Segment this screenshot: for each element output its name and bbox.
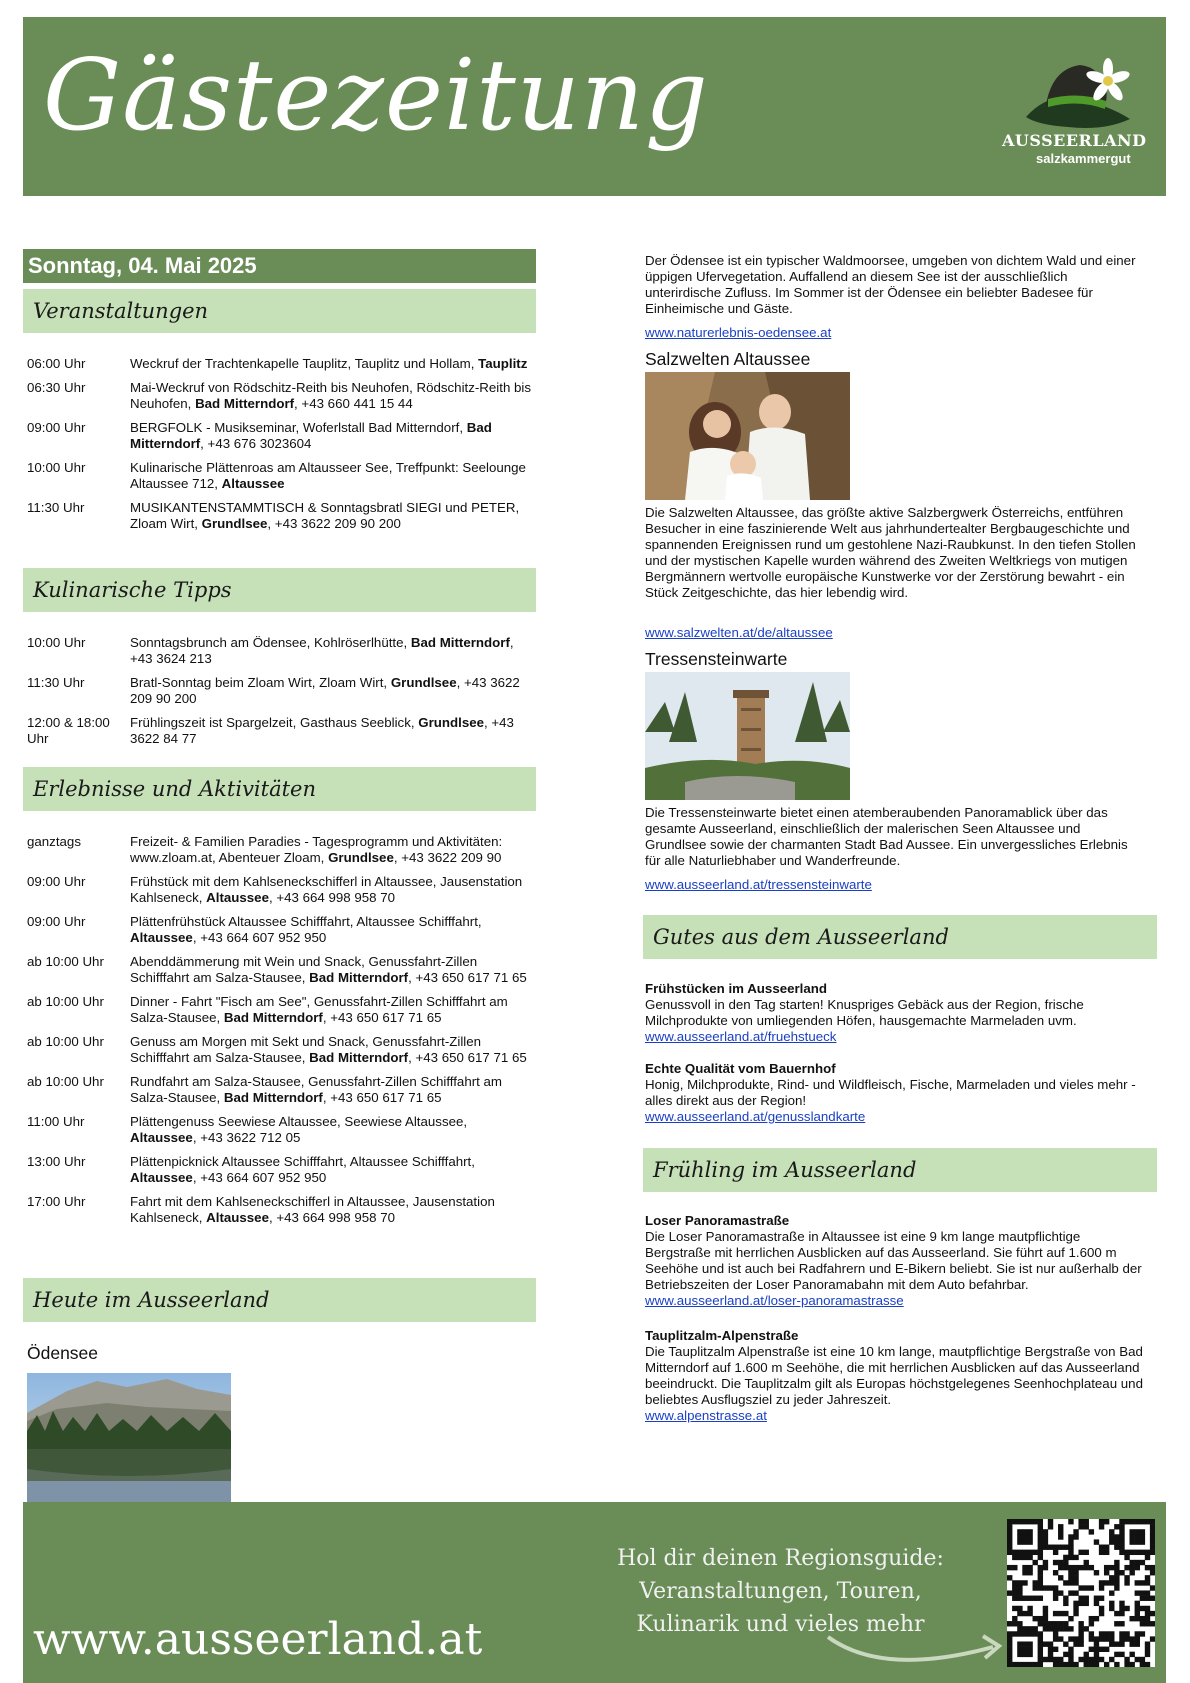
event-description: Plättenpicknick Altaussee Schifffahrt, Altaussee Schifffahrt, Altaussee, +43 664 607 952 950: [130, 1154, 475, 1185]
event-description: Plättengenuss Seewiese Altaussee, Seewiese Altaussee, Altaussee, +43 3622 712 05: [130, 1114, 468, 1145]
fruehling-title: Loser Panoramastraße: [645, 1213, 790, 1228]
event-description: Freizeit- & Familien Paradies - Tagesprogramm und Aktivitäten: www.zloam.at, Abenteuer Zloam, Grundlsee, +43 3622 209 90: [130, 834, 503, 865]
logo-name: AUSSEERLAND: [1002, 131, 1147, 150]
event-place: Altaussee: [130, 1170, 193, 1185]
event-place: Altaussee: [206, 1210, 269, 1225]
gutes-block-1: [645, 1061, 1145, 1125]
footer-url[interactable]: www.ausseerland.at: [33, 1614, 483, 1665]
arrow-icon: [823, 1622, 1013, 1672]
event-place: Altaussee: [130, 930, 193, 945]
event-place: Bad Mitterndorf: [309, 970, 409, 985]
event-time: 06:00 Uhr: [27, 356, 86, 371]
event-time: ab 10:00 Uhr: [27, 994, 104, 1009]
gutes-title: Frühstücken im Ausseerland: [645, 981, 828, 996]
event-description: Frühstück mit dem Kahlseneckschifferl in Altaussee, Jausenstation Kahlseneck, Altaussee, +43 664 998 958 70: [130, 874, 523, 905]
event-description: Weckruf der Trachtenkapelle Tauplitz, Tauplitz und Hollam, Tauplitz: [130, 356, 528, 371]
salzwelten-photo: [645, 372, 850, 500]
event-time: 11:30 Uhr: [27, 675, 85, 690]
section-heute: Heute im Ausseerland: [23, 1278, 536, 1322]
footer-banner: [23, 1502, 1166, 1683]
fruehling-block-0: [645, 1213, 1145, 1309]
event-time: 12:00 & 18:00 Uhr: [27, 715, 110, 746]
tressen-photo: [645, 672, 850, 800]
gutes-title: Echte Qualität vom Bauernhof: [645, 1061, 836, 1076]
salzwelten-text: Die Salzwelten Altaussee, das größte aktive Salzbergwerk Österreichs, entführen Besucher in eine faszinierende Welt aus jahrhundertealter Bergbaugeschichte und spannenden Ereignissen rund um gestohlene Nazi-Raubkunst. In den tiefen Stollen und der mystischen Kapelle wurden während des Zweiten Weltkriegs von mutigen Bergmännern wertvolle europäische Kunstwerke vor der Zerstörung bewahrt - ein Stück Zeitgeschichte, das hier lebendig wird.: [645, 505, 1136, 600]
event-row: [27, 954, 537, 986]
event-row: [27, 500, 537, 532]
event-time: 09:00 Uhr: [27, 914, 86, 929]
event-place: Grundlsee: [418, 715, 484, 730]
event-description: Sonntagsbrunch am Ödensee, Kohlröserlhütte, Bad Mitterndorf, +43 3624 213: [130, 635, 514, 666]
page-title: Gästezeitung: [43, 39, 709, 153]
odensee-photo: [27, 1373, 231, 1502]
event-description: Dinner - Fahrt "Fisch am See", Genussfahrt-Zillen Schifffahrt am Salza-Stausee, Bad Mitterndorf, +43 650 617 71 65: [130, 994, 508, 1025]
logo-subtitle: salzkammergut: [1036, 151, 1131, 166]
event-row: [27, 635, 537, 667]
event-description: Fahrt mit dem Kahlseneckschifferl in Altaussee, Jausenstation Kahlseneck, Altaussee, +43 664 998 958 70: [130, 1194, 495, 1225]
event-row: [27, 380, 537, 412]
event-row: [27, 1114, 537, 1146]
tressen-title: Tressensteinwarte: [645, 649, 788, 669]
event-place: Bad Mitterndorf: [223, 1010, 323, 1025]
event-row: [27, 834, 537, 866]
event-place: Grundlsee: [201, 516, 268, 531]
odensee-text: Der Ödensee ist ein typischer Waldmoorsee, umgeben von dichtem Wald und einer üppigen Ufervegetation. Auffallend an diesem See ist der ausschließlich unterirdische Zufluss. Im Sommer ist der Ödensee ein beliebter Badesee für Einheimische und Gäste.: [645, 253, 1136, 316]
section-fruehling: Frühling im Ausseerland: [643, 1148, 1157, 1192]
ausseerland-logo: [1002, 47, 1147, 187]
gutes-link[interactable]: www.ausseerland.at/genusslandkarte: [645, 1109, 866, 1124]
event-place: Grundlsee: [390, 675, 457, 690]
fruehling-title: Tauplitzalm-Alpenstraße: [645, 1328, 799, 1343]
event-row: [27, 420, 537, 452]
section-veranstaltungen: Veranstaltungen: [23, 289, 536, 333]
event-place: Altaussee: [221, 476, 285, 491]
tressen-link[interactable]: www.ausseerland.at/tressensteinwarte: [645, 877, 872, 892]
event-place: Bad Mitterndorf: [223, 1090, 323, 1105]
event-place: Tauplitz: [478, 356, 528, 371]
gutes-block-0: [645, 981, 1145, 1045]
salzwelten-title: Salzwelten Altaussee: [645, 349, 811, 369]
fruehling-link[interactable]: www.alpenstrasse.at: [645, 1408, 767, 1423]
guide-line: Veranstaltungen, Touren,: [639, 1579, 922, 1604]
event-description: Frühlingszeit ist Spargelzeit, Gasthaus Seeblick, Grundlsee, +43 3622 84 77: [130, 715, 514, 746]
event-time: 10:00 Uhr: [27, 460, 86, 475]
event-description: BERGFOLK - Musikseminar, Woferlstall Bad Mitterndorf, Bad Mitterndorf, +43 676 3023604: [130, 420, 492, 451]
event-row: [27, 874, 537, 906]
event-time: ab 10:00 Uhr: [27, 1034, 104, 1049]
event-time: ganztags: [27, 834, 81, 849]
event-description: MUSIKANTENSTAMMTISCH & Sonntagsbratl SIEGI und PETER, Zloam Wirt, Grundlsee, +43 3622 209 90 200: [130, 500, 520, 531]
guide-line: Kulinarik und vieles mehr: [636, 1612, 925, 1637]
event-time: 09:00 Uhr: [27, 874, 86, 889]
gutes-text: Honig, Milchprodukte, Rind- und Wildfleisch, Fische, Marmeladen und vieles mehr - alles direkt aus der Region!: [645, 1077, 1136, 1108]
guide-line: Hol dir deinen Regionsguide:: [617, 1546, 944, 1571]
culinary-list: [27, 635, 537, 755]
event-row: [27, 356, 537, 372]
header-banner: [23, 17, 1166, 196]
event-description: Kulinarische Plättenroas am Altausseer See, Treffpunkt: Seelounge Altaussee 712, Altaussee: [130, 460, 526, 491]
event-place: Grundlsee: [328, 850, 394, 865]
event-time: 10:00 Uhr: [27, 635, 86, 650]
event-description: Genuss am Morgen mit Sekt und Snack, Genussfahrt-Zillen Schifffahrt am Salza-Stausee, Bad Mitterndorf, +43 650 617 71 65: [130, 1034, 527, 1065]
event-description: Abenddämmerung mit Wein und Snack, Genussfahrt-Zillen Schifffahrt am Salza-Stausee, Bad Mitterndorf, +43 650 617 71 65: [130, 954, 527, 985]
event-time: ab 10:00 Uhr: [27, 1074, 104, 1089]
event-row: [27, 1154, 537, 1186]
event-row: [27, 715, 537, 747]
event-time: ab 10:00 Uhr: [27, 954, 104, 969]
section-erlebnisse: Erlebnisse und Aktivitäten: [23, 767, 536, 811]
event-time: 09:00 Uhr: [27, 420, 86, 435]
event-time: 13:00 Uhr: [27, 1154, 86, 1169]
event-row: [27, 994, 537, 1026]
event-place: Bad Mitterndorf: [410, 635, 510, 650]
event-row: [27, 460, 537, 492]
qr-code[interactable]: [1007, 1519, 1155, 1667]
hat-icon: [1008, 47, 1138, 137]
event-row: [27, 675, 537, 707]
event-description: Mai-Weckruf von Rödschitz-Reith bis Neuhofen, Rödschitz-Reith bis Neuhofen, Bad Mitterndorf, +43 660 441 15 44: [130, 380, 532, 411]
tressen-text: Die Tressensteinwarte bietet einen atemberaubenden Panoramablick über das gesamte Ausseerland, einschließlich der malerischen Seen Altaussee und Grundlsee sowie der charmanten Stadt Bad Aussee. Ein unvergessliches Erlebnis für alle Naturliebhaber und Wanderfreunde.: [645, 805, 1128, 868]
fruehling-text: Die Tauplitzalm Alpenstraße ist eine 10 km lange, mautpflichtige Bergstraße von Bad Mitterndorf auf 1.600 m Seehöhe, die mit herrlichen Ausblicken auf das Ausseerland beeindruckt. Die Tauplitzalm gilt als Europas höchstgelegenes Seenhochplateau und beliebtes Ausflugsziel zu jeder Jahreszeit.: [645, 1344, 1143, 1407]
event-time: 11:00 Uhr: [27, 1114, 85, 1129]
event-time: 17:00 Uhr: [27, 1194, 86, 1209]
salzwelten-link[interactable]: www.salzwelten.at/de/altaussee: [645, 625, 833, 640]
event-description: Bratl-Sonntag beim Zloam Wirt, Zloam Wirt, Grundlsee, +43 3622 209 90 200: [130, 675, 520, 706]
event-description: Plättenfrühstück Altaussee Schifffahrt, Altaussee Schifffahrt, Altaussee, +43 664 607 952 950: [130, 914, 482, 945]
activities-list: [27, 834, 537, 1234]
event-place: Bad Mitterndorf: [195, 396, 295, 411]
section-gutes: Gutes aus dem Ausseerland: [643, 915, 1157, 959]
event-time: 06:30 Uhr: [27, 380, 86, 395]
event-row: [27, 914, 537, 946]
fruehling-link[interactable]: www.ausseerland.at/loser-panoramastrasse: [645, 1293, 904, 1308]
event-row: [27, 1074, 537, 1106]
event-place: Altaussee: [130, 1130, 193, 1145]
event-row: [27, 1034, 537, 1066]
date-heading: Sonntag, 04. Mai 2025: [23, 249, 536, 283]
event-description: Rundfahrt am Salza-Stausee, Genussfahrt-Zillen Schifffahrt am Salza-Stausee, Bad Mitterndorf, +43 650 617 71 65: [130, 1074, 503, 1105]
event-place: Bad Mitterndorf: [130, 420, 492, 451]
gutes-link[interactable]: www.ausseerland.at/fruehstueck: [645, 1029, 837, 1044]
event-place: Altaussee: [206, 890, 269, 905]
event-row: [27, 1194, 537, 1226]
section-kulinarisch: Kulinarische Tipps: [23, 568, 536, 612]
odensee-title: Ödensee: [27, 1343, 99, 1363]
odensee-link[interactable]: www.naturerlebnis-oedensee.at: [645, 325, 832, 340]
events-list: [27, 356, 537, 540]
fruehling-text: Die Loser Panoramastraße in Altaussee ist eine 9 km lange mautpflichtige Bergstraße mit herrlichen Ausblicken auf das Ausseerland. Sie führt auf 1.600 m Seehöhe und ist auch bei Radfahrern und E-Bikern beliebt. Sie ist nur außerhalb der Betriebszeiten der Loser Panoramabahn mit dem Auto befahrbar.: [645, 1229, 1142, 1292]
fruehling-block-1: [645, 1328, 1145, 1424]
gutes-text: Genussvoll in den Tag starten! Knuspriges Gebäck aus der Region, frische Milchprodukte von umliegenden Höfen, hausgemachte Marmeladen uvm.: [645, 997, 1084, 1028]
event-place: Bad Mitterndorf: [309, 1050, 409, 1065]
event-time: 11:30 Uhr: [27, 500, 85, 515]
